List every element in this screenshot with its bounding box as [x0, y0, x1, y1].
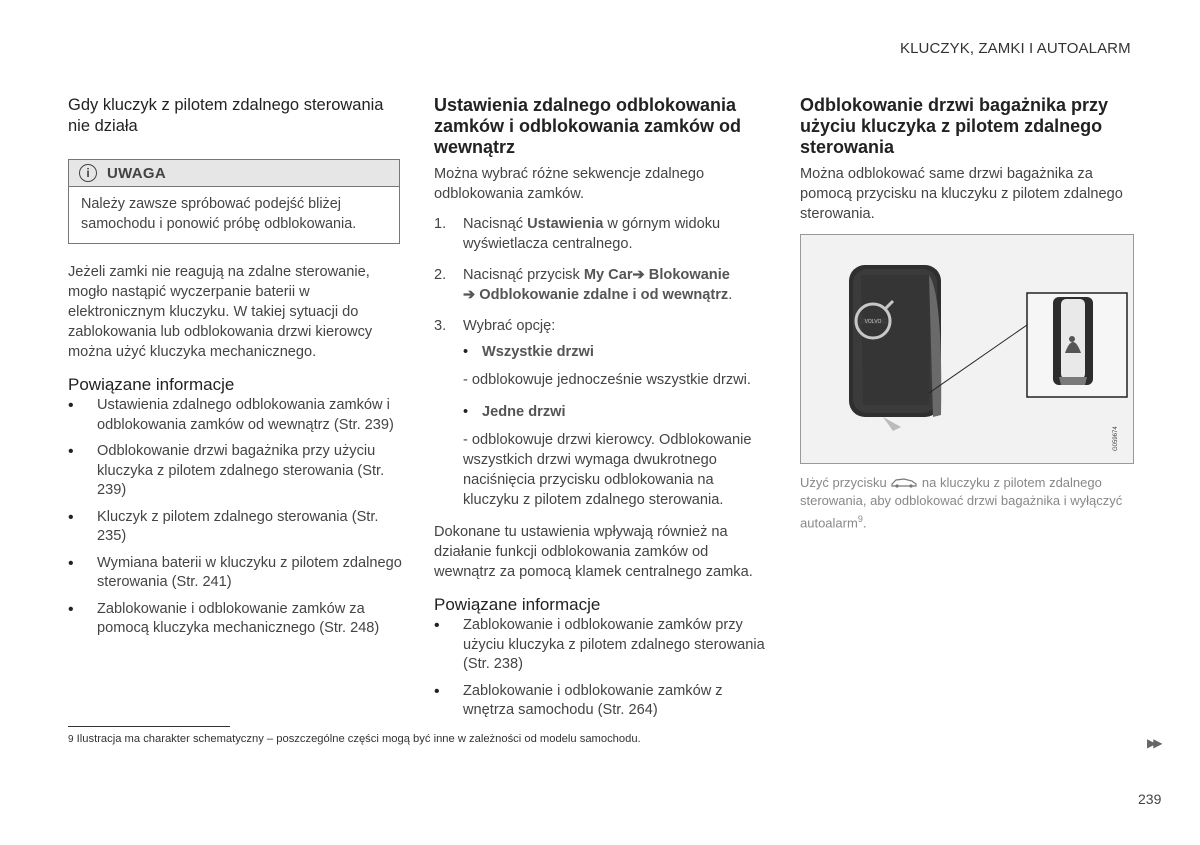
step-3 [434, 316, 769, 336]
warning-header [69, 160, 399, 187]
step-text: Wybrać opcję: [463, 318, 556, 334]
option-description: - odblokowuje drzwi kierowcy. Odblokowanie wszystkich drzwi wymaga dwukrotnego naciśnięcia przycisku odblokowania na kluczyku z pilotem zdalnego sterowania. [463, 432, 752, 508]
footnote-divider [68, 726, 230, 727]
page-number: 239 [1138, 791, 1162, 807]
body-paragraph: Dokonane tu ustawienia wpływają również na działanie funkcji odblokowania zamków od wewnątrz za pomocą klamek centralnego zamka. [434, 524, 753, 580]
related-link[interactable]: • Zablokowanie i odblokowanie zamków za pomocą kluczyka mechanicznego (Str. 248) [68, 600, 403, 639]
logo-text: VOLVO [864, 319, 882, 325]
ui-settings-label: Ustawienia [527, 216, 604, 232]
caption-text: Użyć przycisku [800, 475, 891, 490]
footnote-number: 9 [68, 734, 74, 745]
double-chevron-right-icon[interactable]: ▶▶ [1147, 736, 1160, 750]
related-list [68, 396, 403, 639]
footnote-ref[interactable]: 9 [857, 514, 863, 524]
related-link[interactable]: • Zablokowanie i odblokowanie zamków z wnętrza samochodu (Str. 264) [434, 682, 769, 721]
ui-odblokowanie-label: Odblokowanie zdalne i od wewnątrz [475, 287, 729, 303]
related-link[interactable]: • Odblokowanie drzwi bagażnika przy użyciu kluczyka z pilotem zdalnego sterowania (Str. 239) [68, 442, 403, 501]
step-text: w górnym widoku wyświetlacza centralnego. [463, 216, 721, 252]
related-link[interactable]: • Ustawienia zdalnego odblokowania zamków i odblokowania zamków od wewnątrz (Str. 239) [68, 396, 403, 435]
option-description: - odblokowuje jednocześnie wszystkie drzwi. [463, 372, 751, 388]
section-heading: Gdy kluczyk z pilotem zdalnego sterowania nie działa [68, 96, 384, 135]
caption-text: na kluczyku z pilotem zdalnego sterowania, aby odblokować drzwi bagażnika i wyłączyć autoalarm [800, 475, 1123, 531]
ui-mycar-label: My Car [583, 267, 633, 283]
step-number: 3. [434, 318, 447, 334]
info-circle-icon: i [79, 164, 97, 182]
key-fob-drawing [801, 235, 1133, 463]
option-item: • Wszystkie drzwi [463, 344, 594, 360]
body-paragraph: Jeżeli zamki nie reagują na zdalne sterowanie, mogło nastąpić wyczerpanie baterii w elektronicznym kluczyku. W takiej sytuacji do zablokowania lub odblokowania drzwi kierowcy można użyć kluczyka mechanicznego. [68, 264, 373, 360]
steps-list [434, 214, 769, 336]
step-text: . [728, 287, 733, 303]
ui-blokowanie-label: Blokowanie [644, 267, 730, 283]
related-link[interactable]: • Zablokowanie i odblokowanie zamków przy użyciu kluczyka z pilotem zdalnego sterowania (Str. 238) [434, 616, 769, 675]
step-text: Nacisnąć [463, 216, 528, 232]
step-1 [434, 214, 769, 254]
related-link[interactable]: • Kluczyk z pilotem zdalnego sterowania (Str. 235) [68, 508, 403, 547]
key-fob-illustration [800, 234, 1134, 464]
related-heading: Powiązane informacje [434, 595, 601, 614]
arrow-right-icon: ➔ [632, 267, 645, 283]
footnote-text: Ilustracja ma charakter schematyczny – poszczególne części mogą być inne w zależności od modelu samochodu. [73, 733, 641, 745]
intro-paragraph: Można odblokować same drzwi bagażnika za pomocą przycisku na kluczyku z pilotem zdalnego sterowania. [800, 166, 1123, 222]
car-tailgate-icon [890, 476, 918, 488]
figure-code: G059674 [1113, 426, 1119, 451]
section-header: KLUCZYK, ZAMKI I AUTOALARM [900, 40, 1131, 57]
section-heading: Odblokowanie drzwi bagażnika przy użyciu kluczyka z pilotem zdalnego sterowania [800, 95, 1109, 157]
column-1 [68, 95, 403, 646]
step-number: 1. [434, 216, 447, 232]
arrow-right-icon: ➔ [463, 287, 476, 303]
warning-title: UWAGA [107, 164, 166, 182]
related-heading: Powiązane informacje [68, 375, 235, 394]
related-link[interactable]: • Wymiana baterii w kluczyku z pilotem zdalnego sterowania (Str. 241) [68, 554, 403, 593]
warning-text: Należy zawsze spróbować podejść bliżej samochodu i ponowić próbę odblokowania. [81, 196, 357, 232]
intro-paragraph: Można wybrać różne sekwencje zdalnego odblokowania zamków. [434, 166, 705, 202]
option-label: Jedne drzwi [482, 404, 566, 420]
footnote [68, 733, 641, 745]
section-heading: Ustawienia zdalnego odblokowania zamków i odblokowania zamków od wewnątrz [434, 95, 742, 157]
column-3 [800, 95, 1135, 236]
warning-box [68, 159, 400, 244]
step-number: 2. [434, 267, 447, 283]
caption-text: . [862, 515, 867, 531]
column-2 [434, 95, 769, 728]
step-2 [434, 265, 769, 305]
option-label: Wszystkie drzwi [482, 344, 594, 360]
figure-caption [800, 474, 1135, 532]
related-list [434, 616, 769, 721]
option-item: • Jedne drzwi [463, 404, 566, 420]
step-text: Nacisnąć przycisk [463, 267, 584, 283]
